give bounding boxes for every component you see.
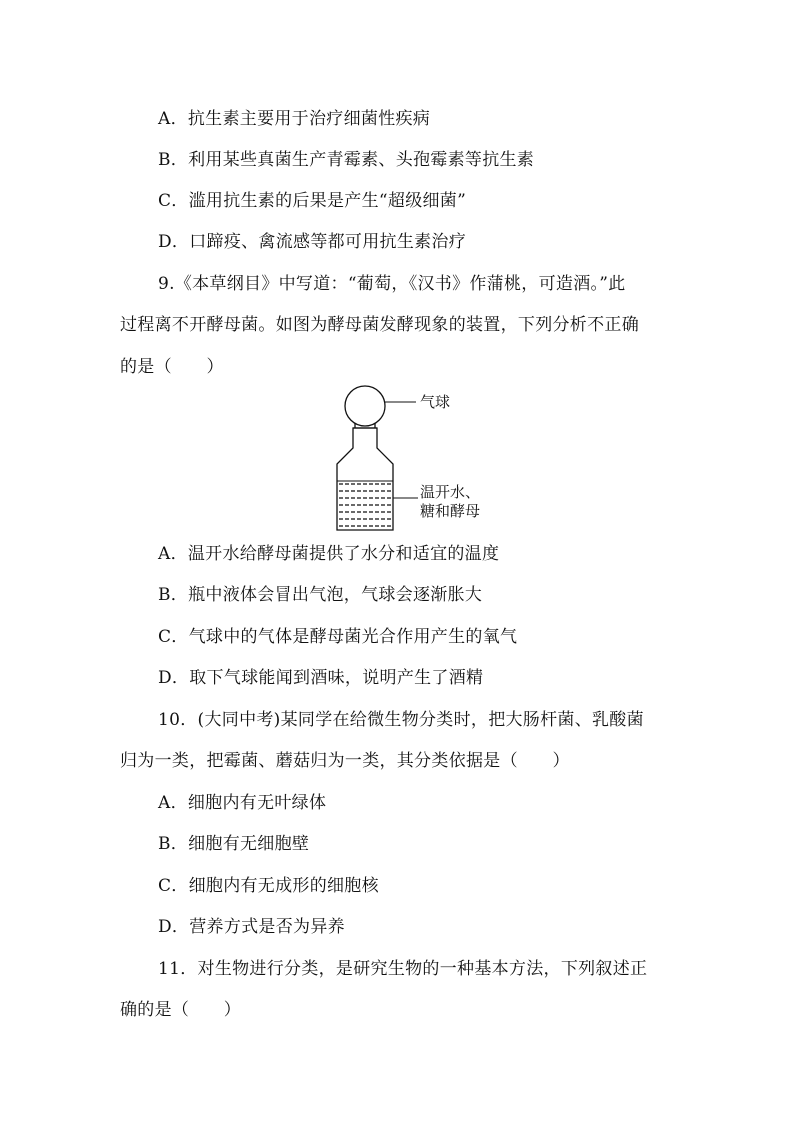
q11-stem-line-2: 确的是（ ） xyxy=(120,1000,242,1020)
q8-option-d: D．口蹄疫、禽流感等都可用抗生素治疗 xyxy=(158,232,467,252)
balloon-label: 气球 xyxy=(420,393,451,411)
bottle-outline xyxy=(337,428,393,530)
q10-option-a: A．细胞内有无叶绿体 xyxy=(158,793,327,813)
q9-stem-line-2: 过程离不开酵母菌。如图为酵母菌发酵现象的装置，下列分析不正确 xyxy=(120,315,639,335)
liquid-label-line-1: 温开水、 xyxy=(420,483,481,501)
q8-option-c: C．滥用抗生素的后果是产生“超级细菌” xyxy=(158,191,467,211)
q9-stem-line-3: 的是（ ） xyxy=(120,357,224,377)
q10-option-d: D．营养方式是否为异养 xyxy=(158,917,345,937)
q10-stem-line-2: 归为一类，把霉菌、蘑菇归为一类，其分类依据是（ ） xyxy=(120,751,570,771)
q10-stem-line-1: 10．(大同中考)某同学在给微生物分类时，把大肠杆菌、乳酸菌 xyxy=(158,710,644,730)
q9-option-b: B．瓶中液体会冒出气泡，气球会逐渐胀大 xyxy=(158,585,483,605)
q8-option-a: A．抗生素主要用于治疗细菌性疾病 xyxy=(158,109,431,129)
balloon-shape xyxy=(345,386,385,426)
q9-option-a: A．温开水给酵母菌提供了水分和适宜的温度 xyxy=(158,544,500,564)
q10-option-b: B．细胞有无细胞壁 xyxy=(158,834,310,854)
q10-option-c: C．细胞内有无成形的细胞核 xyxy=(158,876,379,896)
liquid-pattern xyxy=(339,484,391,526)
q9-option-c: C．气球中的气体是酵母菌光合作用产生的氧气 xyxy=(158,627,518,647)
liquid-label-line-2: 糖和酵母 xyxy=(420,502,481,520)
q8-option-b: B．利用某些真菌生产青霉素、头孢霉素等抗生素 xyxy=(158,150,535,170)
q11-stem-line-1: 11．对生物进行分类，是研究生物的一种基本方法，下列叙述正 xyxy=(158,959,648,979)
fermentation-apparatus-figure xyxy=(330,380,530,538)
q9-option-d: D．取下气球能闻到酒味，说明产生了酒精 xyxy=(158,668,484,688)
q9-stem-line-1: 9.《本草纲目》中写道：“葡萄，《汉书》作蒲桃，可造酒。”此 xyxy=(158,274,626,294)
